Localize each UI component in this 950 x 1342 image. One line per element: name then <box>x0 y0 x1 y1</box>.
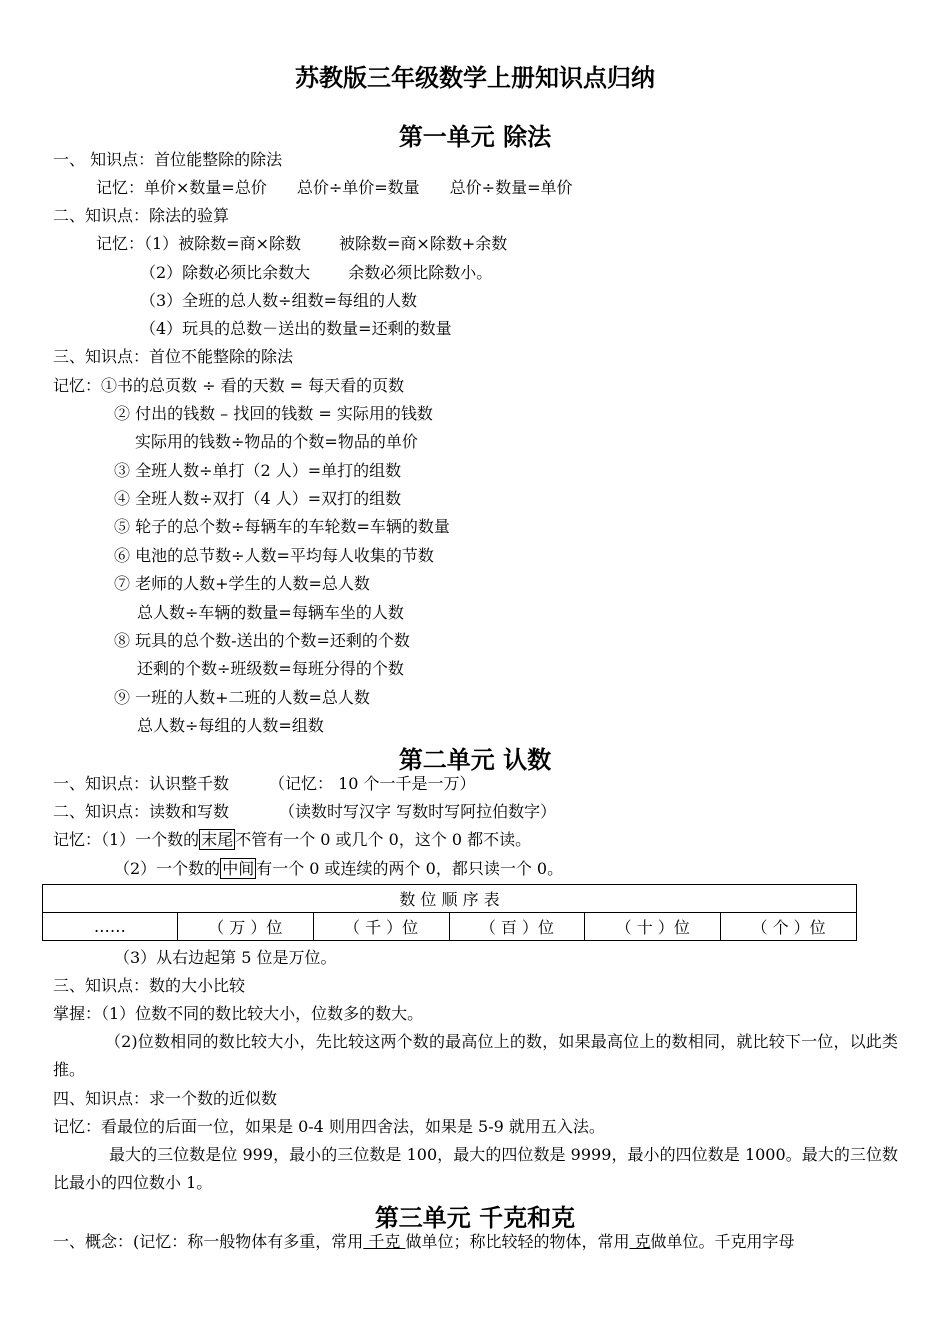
unit2-point3: 三、知识点：数的大小比较 <box>53 976 246 995</box>
boxed-word-middle: 中间 <box>222 859 255 878</box>
table-cell: （ 十 ）位 <box>585 913 721 941</box>
unit1-point3-memo9: ⑨ 一班的人数+二班的人数=总人数 <box>114 688 370 707</box>
unit2-point3-memo2: （2)位数相同的数比较大小，先比较这两个数的最高位上的数，如果最高位上的数相同，就比较下一位，以此类推。 <box>53 1032 898 1079</box>
table-row <box>43 913 857 941</box>
unit1-point3-memo5: ⑤ 轮子的总个数÷每辆车的车轮数=车辆的数量 <box>114 517 450 536</box>
table-cell: （ 万 ）位 <box>177 913 313 941</box>
unit2-point4-memo1: 记忆：看最位的后面一位，如果是 0-4 则用四舍法，如果是 5-9 就用五入法。 <box>53 1117 605 1136</box>
table-cell: （ 千 ）位 <box>313 913 449 941</box>
unit2-point2-memo2: （2）一个数的 中间 有一个 0 或连续的两个 0，都只读一个 0。 <box>114 859 564 878</box>
unit2-point2-memo1: 记忆：（1）一个数的 末尾 不管有一个 0 或几个 0，这个 0 都不读。 <box>53 830 532 849</box>
unit1-point3-memo6: ⑥ 电池的总节数÷人数=平均每人收集的节数 <box>114 546 434 565</box>
unit1-point3-memo7b: 总人数÷车辆的数量=每辆车坐的人数 <box>137 603 404 622</box>
unit1-point2-memo1: 记忆：（1）被除数=商×除数 被除数=商×除数+余数 <box>96 234 508 253</box>
boxed-word-end: 末尾 <box>201 830 234 849</box>
unit1-point2-memo4: （4）玩具的总数－送出的数量=还剩的数量 <box>140 319 452 338</box>
place-value-table <box>42 884 857 941</box>
unit1-point2: 二、知识点：除法的验算 <box>53 206 230 225</box>
unit3-concept1: 一、概念：(记忆：称一般物体有多重，常用 千克 做单位；称比较轻的物体，常用 克做单位。千克用字母 <box>53 1232 795 1251</box>
unit1-point1-memo: 记忆：单价×数量=总价 总价÷单价=数量 总价÷数量=单价 <box>96 178 573 197</box>
unit2-point3-memo1: 掌握：（1）位数不同的数比较大小，位数多的数大。 <box>53 1004 424 1023</box>
unit1-point3-memo4: ④ 全班人数÷双打（4 人）=双打的组数 <box>114 489 402 508</box>
table-cell: …… <box>43 913 178 941</box>
unit1-point2-memo2: （2）除数必须比余数大 余数必须比除数小。 <box>140 263 493 282</box>
unit2-title: 第二单元 认数 <box>398 746 552 774</box>
unit1-point3-memo9b: 总人数÷每组的人数=组数 <box>137 716 324 735</box>
unit1-point3: 三、知识点：首位不能整除的除法 <box>53 347 294 366</box>
unit1-point3-memo2: ② 付出的钱数 – 找回的钱数 = 实际用的钱数 <box>114 404 433 423</box>
underlined-kilogram: 千克 <box>363 1232 406 1251</box>
unit3-title: 第三单元 千克和克 <box>374 1204 576 1232</box>
unit1-point1: 一、 知识点：首位能整除的除法 <box>53 150 283 169</box>
unit1-point3-memo8b: 还剩的个数÷班级数=每班分得的个数 <box>137 659 404 678</box>
unit1-point3-memo8: ⑧ 玩具的总个数-送出的个数=还剩的个数 <box>114 631 410 650</box>
table-cell: （ 个 ）位 <box>721 913 857 941</box>
table-header-row <box>43 885 857 913</box>
unit1-point3-memo1: 记忆：①书的总页数 ÷ 看的天数 = 每天看的页数 <box>53 376 405 395</box>
document-title: 苏教版三年级数学上册知识点归纳 <box>295 64 655 92</box>
unit1-title: 第一单元 除法 <box>398 123 552 151</box>
table-header-cell: 数 位 顺 序 表 <box>43 885 857 913</box>
unit1-point3-memo7: ⑦ 老师的人数+学生的人数=总人数 <box>114 574 370 593</box>
unit2-point1: 一、知识点：认识整千数 （记忆： 10 个一千是一万） <box>53 774 476 793</box>
unit1-point3-memo2b: 实际用的钱数÷物品的个数=物品的单价 <box>135 432 418 451</box>
underlined-gram: 克 <box>629 1232 651 1251</box>
unit2-point2: 二、知识点：读数和写数 （读数时写汉字 写数时写阿拉伯数字） <box>53 802 557 821</box>
table-cell: （ 百 ）位 <box>449 913 585 941</box>
unit2-point4: 四、知识点：求一个数的近似数 <box>53 1089 278 1108</box>
unit2-point4-memo2: 最大的三位数是位 999，最小的三位数是 100，最大的四位数是 9999，最小的四位数是 1000。最大的三位数比最小的四位数小 1。 <box>53 1145 898 1192</box>
unit1-point3-memo3: ③ 全班人数÷单打（2 人）=单打的组数 <box>114 461 402 480</box>
unit1-point2-memo3: （3）全班的总人数÷组数=每组的人数 <box>140 291 417 310</box>
unit2-point2-memo3: （3）从右边起第 5 位是万位。 <box>114 948 337 967</box>
